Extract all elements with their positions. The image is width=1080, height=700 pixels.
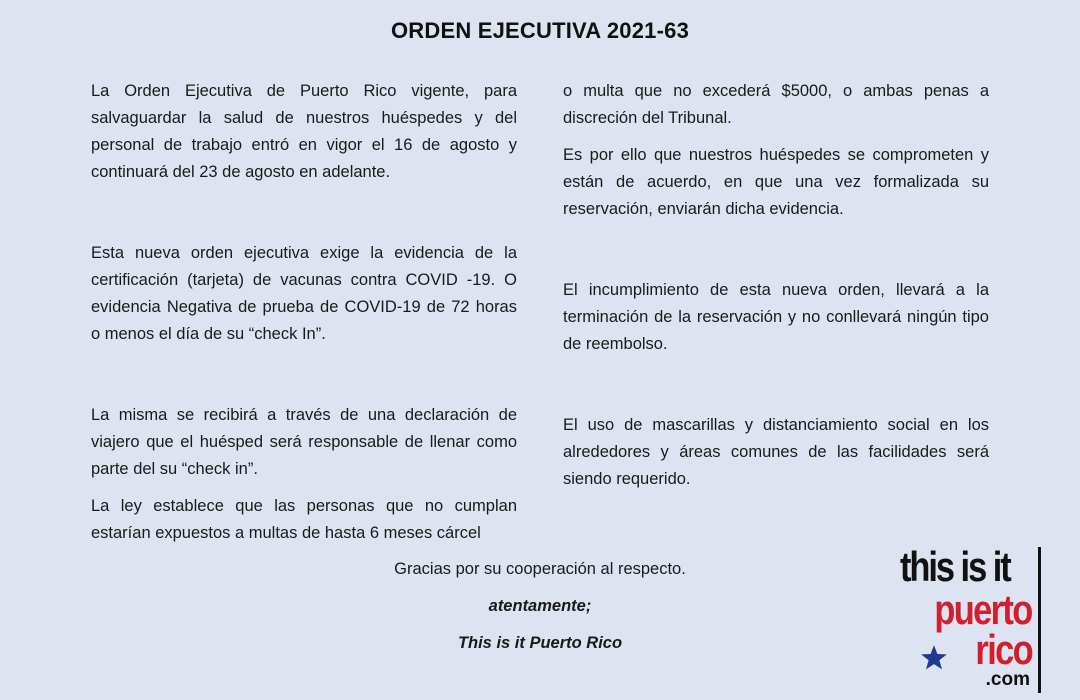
paragraph-intro: La Orden Ejecutiva de Puerto Rico vigente, para salvaguardar la salud de nuestros huéspedes y del personal de trabajo entró en vigor el 16 de agosto y continuará del 23 de agosto en adelante. bbox=[91, 82, 517, 181]
paragraph-requirements: Esta nueva orden ejecutiva exige la evidencia de la certificación (tarjeta) de vacunas contra COVID -19. O evidencia Negativa de prueba de COVID-19 de 72 horas o menos el día de su “check In”. bbox=[91, 244, 517, 343]
paragraph-noncompliance: El incumplimiento de esta nueva orden, llevará a la terminación de la reservación y no conllevará ningún tipo de reembolso. bbox=[563, 281, 989, 353]
logo-line-this-is-it: this is it bbox=[900, 543, 1010, 590]
brand-logo bbox=[890, 545, 1050, 695]
star-icon bbox=[920, 644, 948, 672]
paragraph-masks: El uso de mascarillas y distanciamiento social en los alrededores y áreas comunes de las facilidades será siendo requerido. bbox=[563, 416, 989, 488]
document-title: ORDEN EJECUTIVA 2021-63 bbox=[390, 18, 690, 43]
logo-divider bbox=[1038, 547, 1041, 693]
logo-line-puerto: puerto bbox=[934, 586, 1032, 633]
logo-line-rico: rico bbox=[975, 626, 1032, 673]
paragraph-law: La ley establece que las personas que no cumplan estarían expuestos a multas de hasta 6 meses cárcel bbox=[91, 497, 517, 542]
paragraph-agreement: Es por ello que nuestros huéspedes se comprometen y están de acuerdo, en que una vez formalizada su reservación, enviarán dicha evidencia. bbox=[563, 146, 989, 218]
left-column bbox=[91, 78, 517, 547]
closing-text: atentamente; bbox=[488, 597, 592, 615]
logo-line-dotcom: .com bbox=[985, 669, 1030, 690]
signature-text: This is it Puerto Rico bbox=[457, 634, 623, 652]
paragraph-declaration: La misma se recibirá a través de una declaración de viajero que el huésped será responsable de llenar como parte del su “check in”. bbox=[91, 406, 517, 478]
thanks-text: Gracias por su cooperación al respecto. bbox=[394, 560, 686, 578]
paragraph-fine: o multa que no excederá $5000, o ambas penas a discreción del Tribunal. bbox=[563, 82, 989, 127]
right-column bbox=[563, 78, 989, 493]
